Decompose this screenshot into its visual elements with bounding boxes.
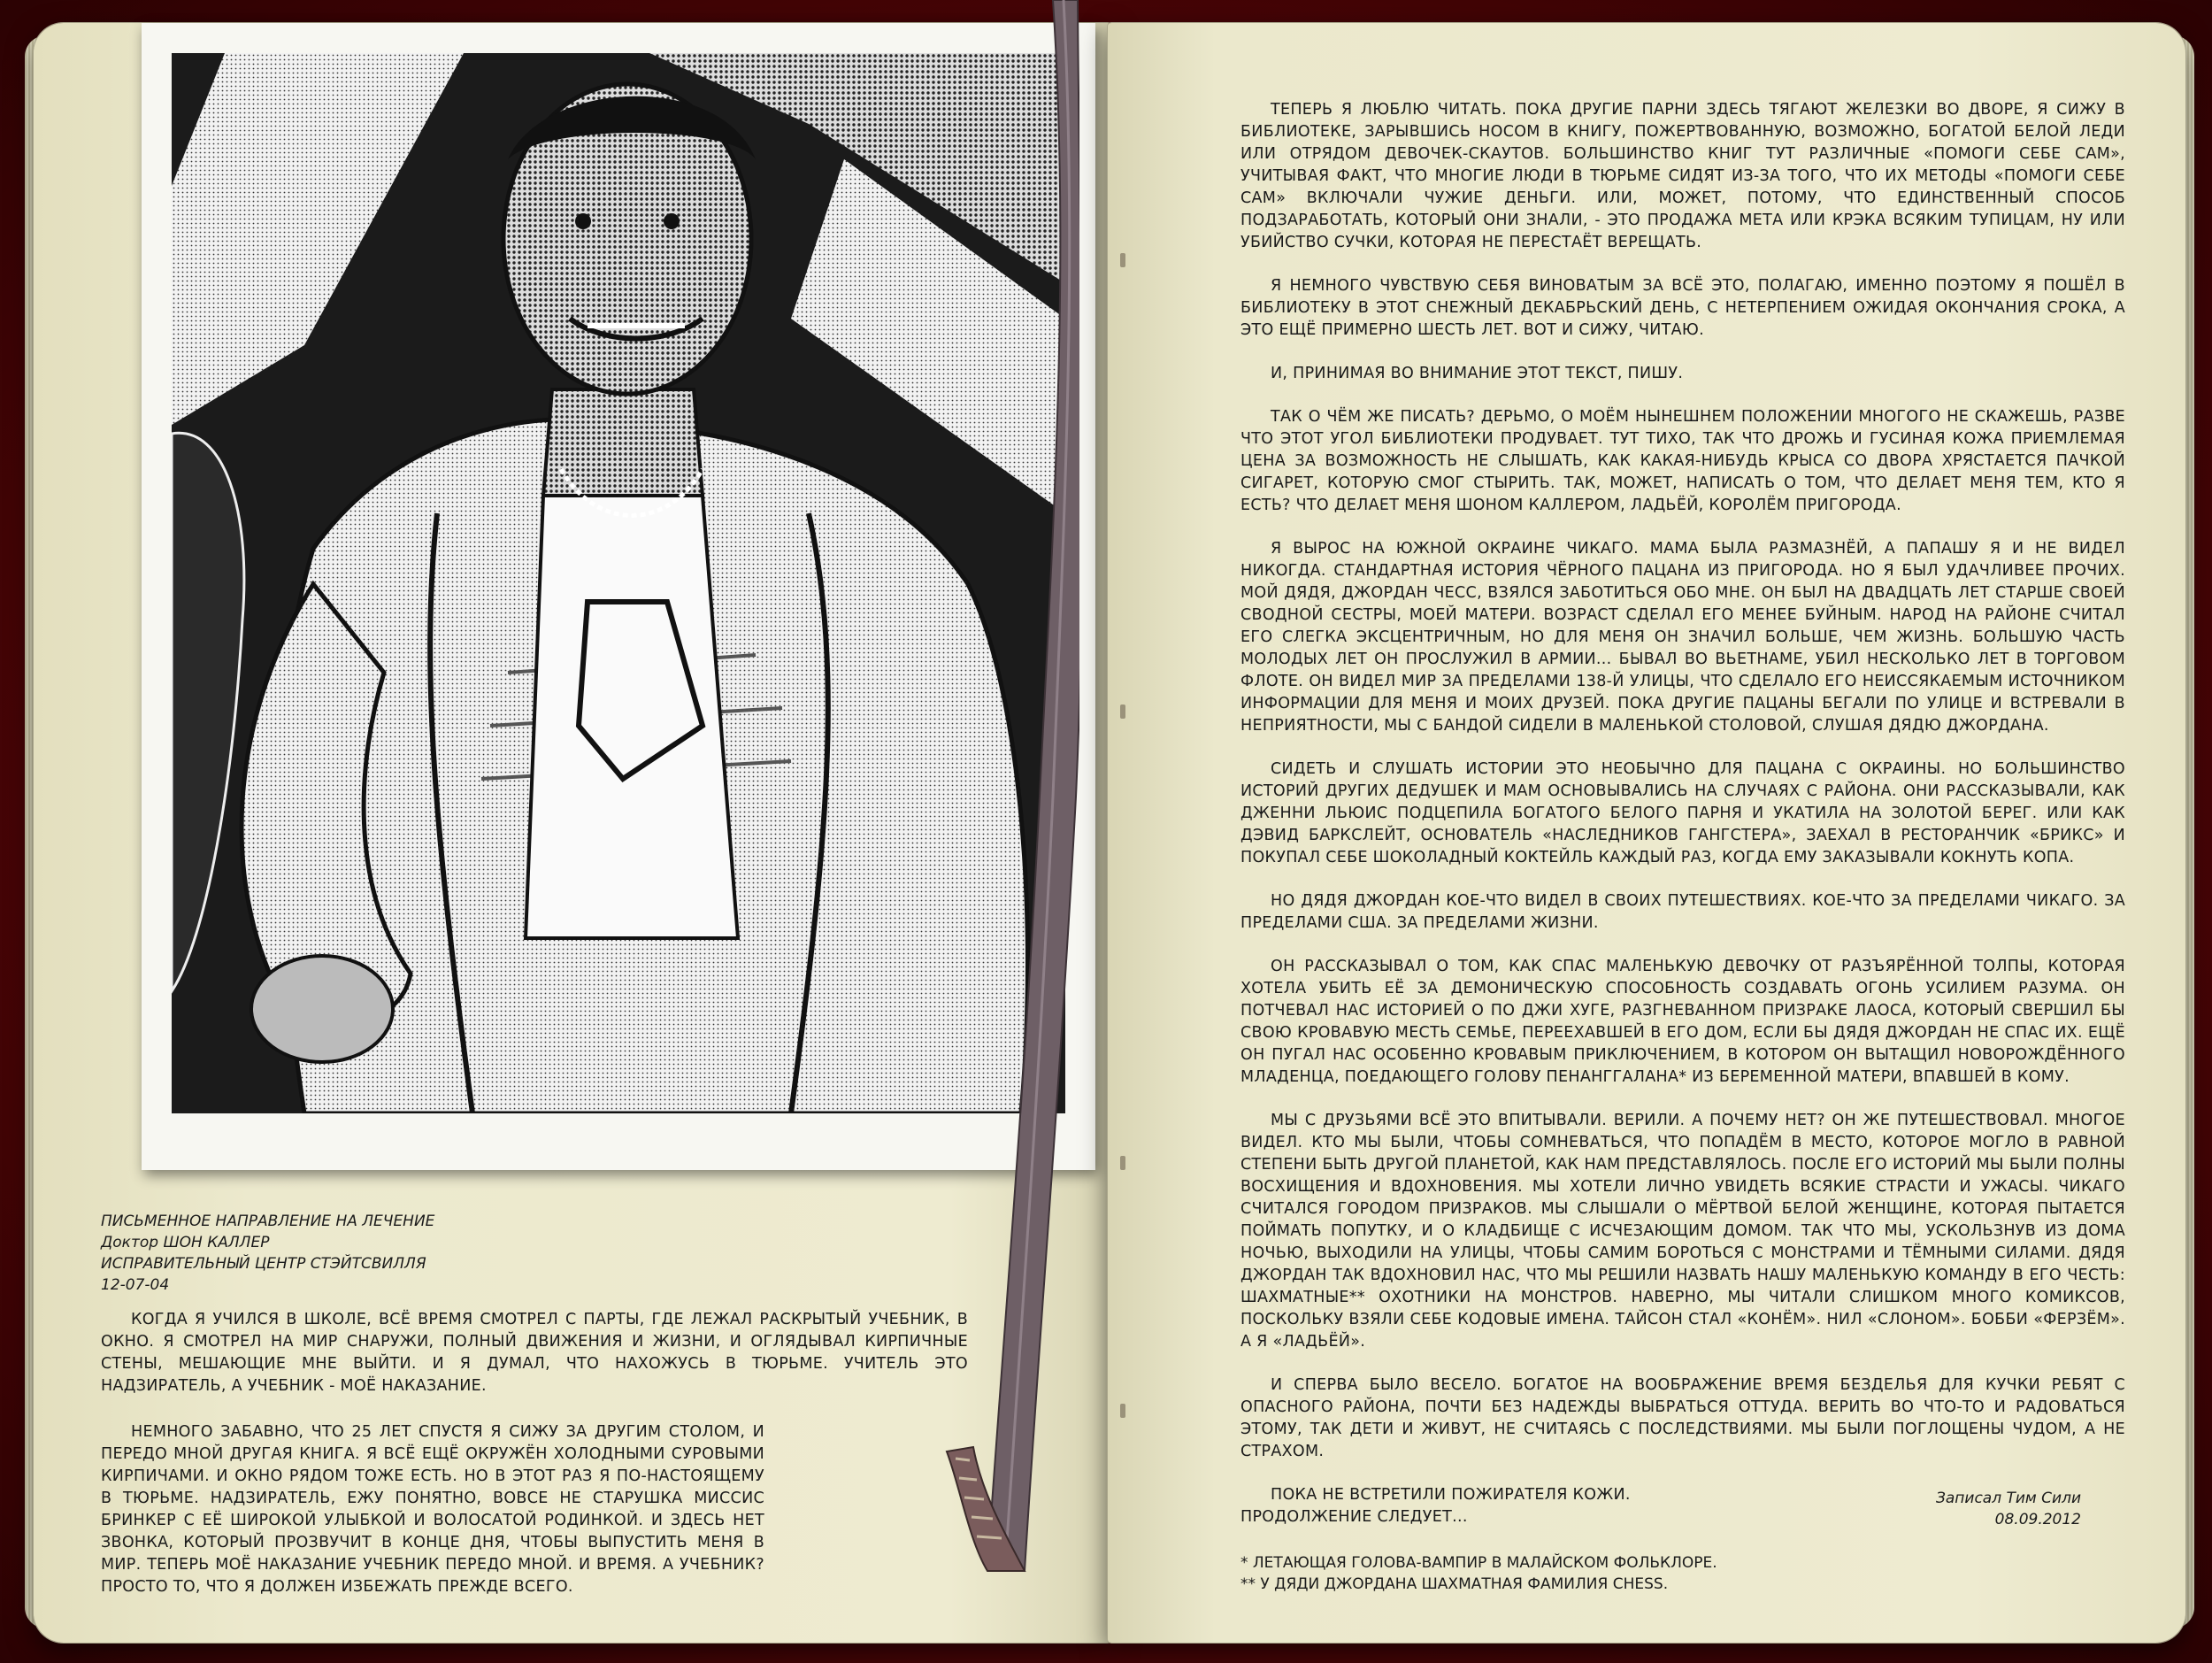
- right-page: [1108, 23, 2185, 1643]
- memo-title: ПИСЬМЕННОЕ НАПРАВЛЕНИЕ НА ЛЕЧЕНИЕ: [101, 1213, 435, 1230]
- right-paragraph-9: МЫ С ДРУЗЬЯМИ ВСЁ ЭТО ВПИТЫВАЛИ. ВЕРИЛИ. А ПОЧЕМУ НЕТ? ОН ЖЕ ПУТЕШЕСТВОВАЛ. МНОГОЕ ВИДЕЛ. КТО МЫ БЫЛИ, ЧТОБЫ СОМНЕВАТЬСЯ, ЧТО ПОПАДЁМ В МЕСТО, КОТОРОЕ МОГЛО В РАВНОЙ СТЕПЕНИ БЫТЬ ДРУГОЙ ПЛАНЕТОЙ, КАК НАМ ПРЕДСТАВЛЯЛОСЬ. ПОСЛЕ ЕГО ИСТОРИЙ МЫ БЫЛИ ПОЛНЫ ВОСХИЩЕНИЯ И ВДОХНОВЕНИЯ. МЫ ХОТЕЛИ ЛИЧНО УВИДЕТЬ ВСЯКИЕ СТРАСТИ И УЖАСЫ. ЧИКАГО СЧИТАЛСЯ ГОРОДОМ ПРИЗРАКОВ. МЫ СЛЫШАЛИ О МЁРТВОЙ БЕЛОЙ ЖЕНЩИНЕ, КОТОРАЯ ПЫТАЕТСЯ ПОЙМАТЬ ПОПУТКУ, И О КЛАДБИЩЕ С ИСЧЕЗАЮЩИМ ДОМОМ. ТАК ЧТО МЫ, УСКОЛЬЗНУВ ИЗ ДОМА НОЧЬЮ, ВЫХОДИЛИ НА УЛИЦЫ, ЧТОБЫ САМИМ БОРОТЬСЯ С МОНСТРАМИ И ТЁМНЫМИ СИЛАМИ. ДЯДЯ ДЖОРДАН ТАК ВДОХНОВИЛ НАС, ЧТО МЫ РЕШИЛИ НАЗВАТЬ НАШУ МАЛЕНЬКУЮ КОМАНДУ В ЕГО ЧЕСТЬ: ШАХМАТНЫЕ** ОХОТНИКИ НА МОНСТРОВ. НАВЕРНО, МЫ ЧИТАЛИ СЛИШКОМ МНОГО КОМИКСОВ, ПОСКОЛЬКУ ВЗЯЛИ СЕБЕ КОДОВЫЕ ИМЕНА. ТАЙСОН СТАЛ «КОНЁМ». НИЛ «СЛОНОМ». БОББИ «ФЕРЗЁМ». А Я «ЛАДЬЁЙ».: [1240, 1112, 2125, 1351]
- right-paragraph-10: И СПЕРВА БЫЛО ВЕСЕЛО. БОГАТОЕ НА ВООБРАЖЕНИЕ ВРЕМЯ БЕЗДЕЛЬЯ ДЛЯ КУЧКИ РЕБЯТ С ОПАСНОГО РАЙОНА, ПОЧТИ БЕЗ НАДЕЖДЫ ВЫБРАТЬСЯ ОТТУДА. ВЕРИТЬ ВО ЧТО-ТО И РАДОВАТЬСЯ ЭТОМУ, ТАК ДЕТИ И ЖИВУТ, НЕ СЧИТАЯСЬ С ПОСЛЕДСТВИЯМИ. МЫ БЫЛИ ПОГЛОЩЕНЫ ЧУДОМ, А НЕ СТРАХОМ.: [1240, 1376, 2125, 1460]
- right-body-text: [1240, 99, 2125, 1550]
- binding-stitch: [1120, 1404, 1125, 1418]
- signature-credit: Записал Тим Сили: [1935, 1490, 2081, 1507]
- memo-doctor-line: [101, 1232, 561, 1253]
- closing-line-1: ПОКА НЕ ВСТРЕТИЛИ ПОЖИРАТЕЛЯ КОЖИ.: [1271, 1486, 1631, 1504]
- right-paragraph-5: Я ВЫРОС НА ЮЖНОЙ ОКРАИНЕ ЧИКАГО. МАМА БЫЛА РАЗМАЗНЁЙ, А ПАПАШУ Я И НЕ ВИДЕЛ НИКОГДА. СТАНДАРТНАЯ ИСТОРИЯ ЧЁРНОГО ПАЦАНА ИЗ ПРИГОРОДА. НО Я БЫЛ УДАЧЛИВЕЕ ПРОЧИХ. МОЙ ДЯДЯ, ДЖОРДАН ЧЕСС, ВЗЯЛСЯ ЗАБОТИТЬСЯ ОБО МНЕ. ОН БЫЛ НА ДВАДЦАТЬ ЛЕТ СТАРШЕ СВОЕЙ СВОДНОЙ СЕСТРЫ, МОЕЙ МАТЕРИ. ВОЗРАСТ СДЕЛАЛ ЕГО МЕНЕЕ БУЙНЫМ. НАРОД НА РАЙОНЕ СЧИТАЛ ЕГО СЛЕГКА ЭКСЦЕНТРИЧНЫМ, НО ДЛЯ МЕНЯ ОН ЗНАЧИЛ БОЛЬШЕ, ЧЕМ ЖИЗНЬ. БОЛЬШУЮ ЧАСТЬ МОЛОДЫХ ЛЕТ ОН ПРОСЛУЖИЛ В АРМИИ... БЫВАЛ ВО ВЬЕТНАМЕ, УБИЛ НЕСКОЛЬКО ЛЕТ В ТОРГОВОМ ФЛОТЕ. ОН ВИДЕЛ МИР ЗА ПРЕДЕЛАМИ 138-Й УЛИЦЫ, ЧТО СДЕЛАЛО ЕГО НЕИССЯКАЕМЫМ ИСТОЧНИКОМ ИНФОРМАЦИИ ДЛЯ МЕНЯ И МОИХ ДРУЗЕЙ. ПОКА ДРУГИЕ ПАЦАНЫ БЕГАЛИ ПО УЛИЦЕ И ВСТРЕВАЛИ В НЕПРИЯТНОСТИ, МЫ С БАНДОЙ СИДЕЛИ В МАЛЕНЬКОЙ СТОЛОВОЙ, СЛУШАЯ ДЯДЮ ДЖОРДАНА.: [1240, 540, 2125, 735]
- man-illustration-image: [172, 53, 1065, 1113]
- memo-institution: ИСПРАВИТЕЛЬНЫЙ ЦЕНТР СТЭЙТСВИЛЛЯ: [101, 1255, 426, 1273]
- signature-date: 08.09.2012: [1994, 1511, 2081, 1528]
- closing-line-2: ПРОДОЛЖЕНИЕ СЛЕДУЕТ...: [1240, 1508, 1468, 1526]
- right-paragraph-2: Я НЕМНОГО ЧУВСТВУЮ СЕБЯ ВИНОВАТЫМ ЗА ВСЁ ЭТО, ПОЛАГАЮ, ИМЕННО ПОЭТОМУ Я ПОШЁЛ В БИБЛИОТЕКУ В ЭТОТ СНЕЖНЫЙ ДЕКАБРЬСКИЙ ДЕНЬ, С НЕТЕРПЕНИЕМ ОЖИДАЯ ОКОНЧАНИЯ СРОКА, А ЭТО ЕЩЁ ПРИМЕРНО ШЕСТЬ ЛЕТ. ВОТ И СИЖУ, ЧИТАЮ.: [1240, 277, 2125, 339]
- right-paragraph-4: ТАК О ЧЁМ ЖЕ ПИСАТЬ? ДЕРЬМО, О МОЁМ НЫНЕШНЕМ ПОЛОЖЕНИИ МНОГОГО НЕ СКАЖЕШЬ, РАЗВЕ ЧТО ЭТОТ УГОЛ БИБЛИОТЕКИ ПРОДУВАЕТ. ТУТ ТИХО, ТАК ЧТО ДРОЖЬ И ГУСИНАЯ КОЖА ПРИЕМЛЕМАЯ ЦЕНА ЗА ВОЗМОЖНОСТЬ НЕ СЛЫШАТЬ, КАК КАКАЯ-НИБУДЬ КРЫСА СО ДВОРА ХРЯСТАЕТСЯ ПАЧКОЙ СИГАРЕТ, КОТОРУЮ СМОГ СТЫРИТЬ. ТАК, МОЖЕТ, НАПИСАТЬ О ТОМ, ЧТО ДЕЛАЕТ МЕНЯ ТЕМ, КТО Я ЕСТЬ? ЧТО ДЕЛАЕТ МЕНЯ ШОНОМ КАЛЛЕРОМ, ЛАДЬЁЙ, КОРОЛЁМ ПРИГОРОДА.: [1240, 408, 2125, 514]
- binding-stitch: [1120, 253, 1125, 267]
- footnotes: [1240, 1552, 2037, 1595]
- memo-doctor-prefix: Доктор: [101, 1234, 159, 1251]
- right-paragraph-8: ОН РАССКАЗЫВАЛ О ТОМ, КАК СПАС МАЛЕНЬКУЮ ДЕВОЧКУ ОТ РАЗЪЯРЁННОЙ ТОЛПЫ, КОТОРАЯ ХОТЕЛА УБИТЬ ЕЁ ЗА ДЕМОНИЧЕСКУЮ СПОСОБНОСТЬ СОЗДАВАТЬ ОГОНЬ УСИЛИЕМ РАЗУМА. ОН ПОТЧЕВАЛ НАС ИСТОРИЕЙ О ПО ДЖИ ХУГЕ, РАЗГНЕВАННОМ ПРИЗРАКЕ ЛАОСА, КОТОРЫЙ СВЕРШИЛ БЫ СВОЮ КРОВАВУЮ МЕСТЬ СЕМЬЕ, ПЕРЕЕХАВШЕЙ В ЕГО ДОМ, ЕСЛИ БЫ ДЯДЯ ДЖОРДАН НЕ СПАС ИХ. ЕЩЁ ОН ПУГАЛ НАС ОСОБЕННО КРОВАВЫМ ПРИКЛЮЧЕНИЕМ, В КОТОРОМ ОН ВЫТАЩИЛ НОВОРОЖДЁННОГО МЛАДЕНЦА, ПОЕДАЮЩЕГО ГОЛОВУ ПЕНАНГГАЛАНА* ИЗ БЕРЕМЕННОЙ МАТЕРИ, ВПАВШЕЙ В КОМУ.: [1240, 958, 2125, 1086]
- memo-date: 12-07-04: [101, 1276, 170, 1294]
- binding-stitch: [1120, 1156, 1125, 1170]
- referral-memo: [101, 1211, 561, 1296]
- left-paragraph-2: НЕМНОГО ЗАБАВНО, ЧТО 25 ЛЕТ СПУСТЯ Я СИЖУ ЗА ДРУГИМ СТОЛОМ, И ПЕРЕДО МНОЙ ДРУГАЯ КНИГА. Я ВСЁ ЕЩЁ ОКРУЖЁН ХОЛОДНЫМИ СУРОВЫМИ КИРПИЧАМИ. И ОКНО РЯДОМ ТОЖЕ ЕСТЬ. НО В ЭТОТ РАЗ Я ПО-НАСТОЯЩЕМУ В ТЮРЬМЕ. НАДЗИРАТЕЛЬ, ЕЖУ ПОНЯТНО, ВОВСЕ НЕ СТАРУШКА МИССИС БРИНКЕР С ЕЁ ШИРОКОЙ УЛЫБКОЙ И ВОЛОСАТОЙ РОДИНКОЙ. И ЗДЕСЬ НЕТ ЗВОНКА, КОТОРЫЙ ПРОЗВУЧИТ В КОНЦЕ ДНЯ, ЧТОБЫ ВЫПУСТИТЬ МЕНЯ В МИР. ТЕПЕРЬ МОЁ НАКАЗАНИЕ УЧЕБНИК ПЕРЕДО МНОЙ. И ВРЕМЯ. А УЧЕБНИК? ПРОСТО ТО, ЧТО Я ДОЛЖЕН ИЗБЕЖАТЬ ПРЕЖДЕ ВСЕГО.: [101, 1423, 764, 1596]
- binding-stitch: [1120, 704, 1125, 719]
- polaroid-photo: [142, 23, 1095, 1170]
- right-paragraph-6: СИДЕТЬ И СЛУШАТЬ ИСТОРИИ ЭТО НЕОБЫЧНО ДЛЯ ПАЦАНА С ОКРАИНЫ. НО БОЛЬШИНСТВО ИСТОРИЙ ДРУГИХ ДЕДУШЕК И МАМ ОСНОВЫВАЛИСЬ НА СЛУЧАЯХ С РАЙОНА. ОНИ РАССКАЗЫВАЛИ, КАК ДЖЕННИ ЛЬЮИС ПОДЦЕПИЛА БОГАТОГО БЕЛОГО ПАРНЯ И УКАТИЛА НА ЗОЛОТОЙ БЕРЕГ. ИЛИ КАК ДЭВИД БАРКСЛЕЙТ, ОСНОВАТЕЛЬ «НАСЛЕДНИКОВ ГАНГСТЕРА», ЗАЕХАЛ В РЕСТОРАНЧИК «БРИКС» И ПОКУПАЛ СЕБЕ ШОКОЛАДНЫЙ КОКТЕЙЛЬ КАЖДЫЙ РАЗ, КОГДА ЕМУ ЗАКАЗЫВАЛИ КОКНУТЬ КОПА.: [1240, 760, 2125, 866]
- left-body-text-1: [101, 1309, 968, 1419]
- right-paragraph-1: ТЕПЕРЬ Я ЛЮБЛЮ ЧИТАТЬ. ПОКА ДРУГИЕ ПАРНИ ЗДЕСЬ ТЯГАЮТ ЖЕЛЕЗКИ ВО ДВОРЕ, Я СИЖУ В БИБЛИОТЕКЕ, ЗАРЫВШИСЬ НОСОМ В КНИГУ, ПОЖЕРТВОВАННУЮ, ВОЗМОЖНО, БОГАТОЙ БЕЛОЙ ЛЕДИ ИЛИ ОТРЯДОМ ДЕВОЧЕК-СКАУТОВ. БОЛЬШИНСТВО КНИГ ТУТ РАЗЛИЧНЫЕ «ПОМОГИ СЕБЕ САМ», УЧИТЫВАЯ ФАКТ, ЧТО МНОГИЕ ЛЮДИ В ТЮРЬМЕ СИДЯТ ИЗ-ЗА ТОГО, ЧТО ИХ МЕТОДЫ «ПОМОГИ СЕБЕ САМ» ВКЛЮЧАЛИ ЧУЖИЕ ДЕНЬГИ. ИЛИ, МОЖЕТ, ПОТОМУ, ЧТО ЕДИНСТВЕННЫЙ СПОСОБ ПОДЗАРАБОТАТЬ, КОТОРЫЙ ОНИ ЗНАЛИ, - ЭТО ПРОДАЖА МЕТА ИЛИ КРЭКА ВСЯКИМ ТУПИЦАМ, НУ ИЛИ УБИЙСТВО СУЧКИ, КОТОРАЯ НЕ ПЕРЕСТАЁТ ВЕРЕЩАТЬ.: [1240, 101, 2125, 251]
- right-paragraph-7: НО ДЯДЯ ДЖОРДАН КОЕ-ЧТО ВИДЕЛ В СВОИХ ПУТЕШЕСТВИЯХ. КОЕ-ЧТО ЗА ПРЕДЕЛАМИ ЧИКАГО. ЗА ПРЕДЕЛАМИ США. ЗА ПРЕДЕЛАМИ ЖИЗНИ.: [1240, 892, 2125, 932]
- open-notebook: [34, 23, 2185, 1643]
- left-body-text-2: [101, 1421, 764, 1620]
- footnote-2: ** У ДЯДИ ДЖОРДАНА ШАХМАТНАЯ ФАМИЛИЯ CHESS.: [1240, 1575, 1669, 1593]
- right-paragraph-3: И, ПРИНИМАЯ ВО ВНИМАНИЕ ЭТОТ ТЕКСТ, ПИШУ.: [1271, 365, 1684, 382]
- author-signature: [1727, 1488, 2081, 1530]
- memo-doctor-name: ШОН КАЛЛЕР: [163, 1234, 270, 1251]
- footnote-1: * ЛЕТАЮЩАЯ ГОЛОВА-ВАМПИР В МАЛАЙСКОМ ФОЛЬКЛОРЕ.: [1240, 1554, 1717, 1572]
- left-paragraph-1: КОГДА Я УЧИЛСЯ В ШКОЛЕ, ВСЁ ВРЕМЯ СМОТРЕЛ С ПАРТЫ, ГДЕ ЛЕЖАЛ РАСКРЫТЫЙ УЧЕБНИК, В ОКНО. Я СМОТРЕЛ НА МИР СНАРУЖИ, ПОЛНЫЙ ДВИЖЕНИЯ И ЖИЗНИ, И ОГЛЯДЫВАЛ КИРПИЧНЫЕ СТЕНЫ, МЕШАЮЩИЕ МНЕ ВЫЙТИ. И Я ДУМАЛ, ЧТО НАХОЖУСЬ В ТЮРЬМЕ. УЧИТЕЛЬ ЭТО НАДЗИРАТЕЛЬ, А УЧЕБНИК - МОЁ НАКАЗАНИЕ.: [101, 1311, 968, 1395]
- left-page: [34, 23, 1111, 1643]
- illustration: [172, 53, 1065, 1113]
